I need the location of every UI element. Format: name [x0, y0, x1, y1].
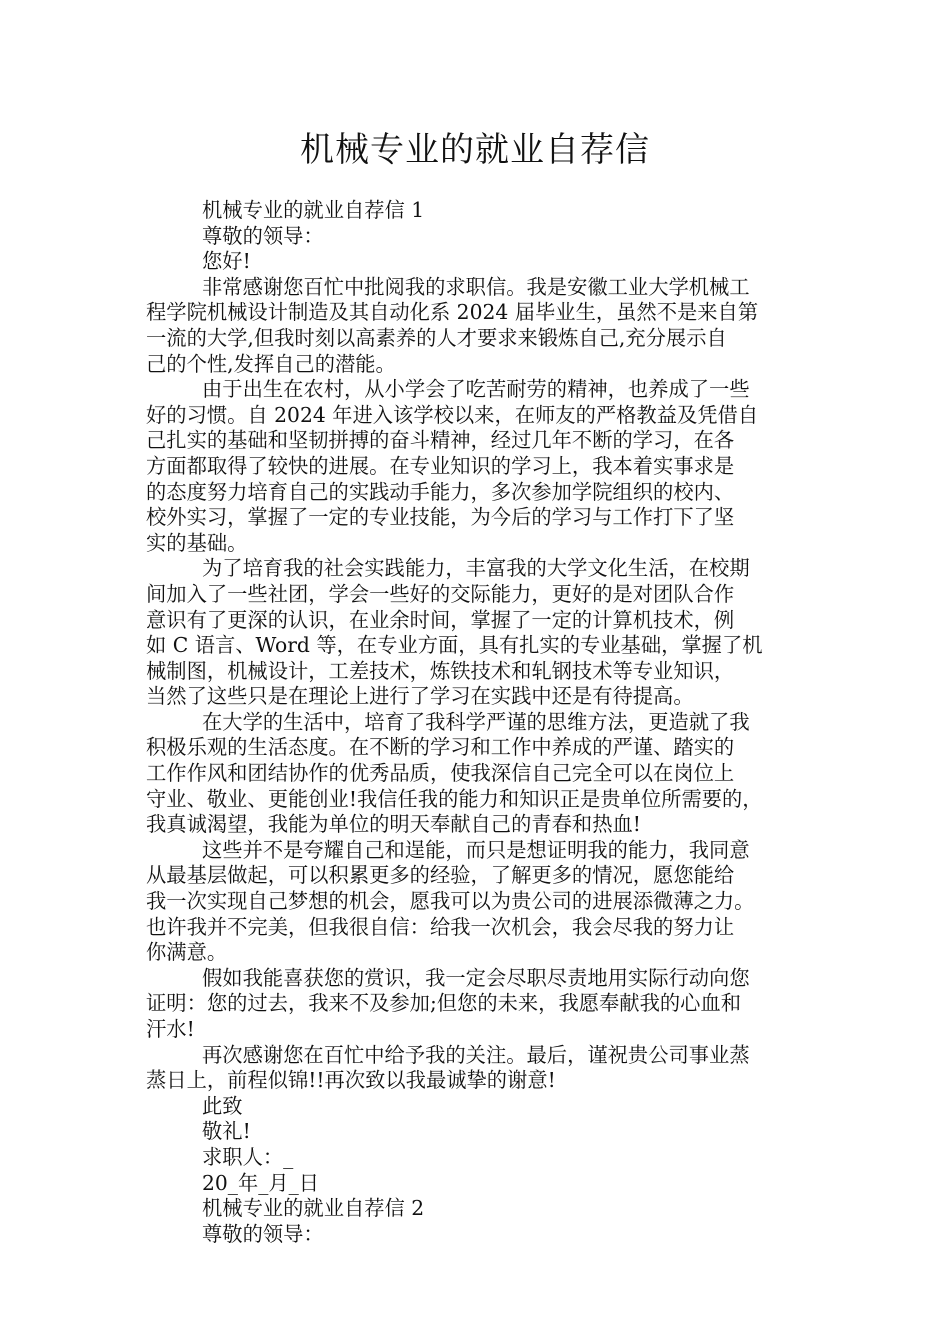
- text-line: 在大学的生活中，培育了我科学严谨的思维方法，更造就了我: [202, 709, 750, 734]
- text-line: 由于出生在农村，从小学会了吃苦耐劳的精神，也养成了一些: [202, 377, 750, 402]
- text-line: 方面都取得了较快的进展。在专业知识的学习上，我本着实事求是: [146, 453, 735, 478]
- text-line: 求职人：_: [202, 1144, 294, 1169]
- text-line: 间加入了一些社团，学会一些好的交际能力，更好的是对团队合作: [146, 581, 735, 606]
- text-line: 如 C 语言、Word 等，在专业方面，具有扎实的专业基础，掌握了机: [146, 633, 763, 658]
- text-line: 你满意。: [146, 940, 228, 965]
- text-line: 工作作风和团结协作的优秀品质，使我深信自己完全可以在岗位上: [146, 761, 735, 786]
- text-line: 守业、敬业、更能创业!我信任我的能力和知识正是贵单位所需要的，: [146, 786, 763, 811]
- text-line: 校外实习，掌握了一定的专业技能，为今后的学习与工作打下了坚: [146, 505, 735, 530]
- text-line: 实的基础。: [146, 530, 248, 555]
- text-line: 械制图，机械设计，工差技术，炼铁技术和轧钢技术等专业知识，: [146, 658, 735, 683]
- text-line: 为了培育我的社会实践能力，丰富我的大学文化生活，在校期: [202, 556, 750, 581]
- text-line: 意识有了更深的认识，在业余时间，掌握了一定的计算机技术，例: [146, 607, 735, 632]
- text-line: 程学院机械设计制造及其自动化系 2024 届毕业生，虽然不是来自第: [146, 300, 759, 325]
- text-line: 20_年_月_日: [202, 1170, 320, 1195]
- document-title: 机械专业的就业自荐信: [300, 130, 650, 170]
- text-line: 这些并不是夸耀自己和逞能，而只是想证明我的能力，我同意: [202, 837, 750, 862]
- text-line: 蒸日上，前程似锦!!再次致以我最诚挚的谢意!: [146, 1068, 556, 1093]
- text-line: 己扎实的基础和坚韧拼搏的奋斗精神，经过几年不断的学习，在各: [146, 428, 735, 453]
- text-line: 己的个性,发挥自己的潜能。: [146, 351, 396, 376]
- text-line: 机械专业的就业自荐信 1: [202, 198, 425, 222]
- text-line: 证明：您的过去，我来不及参加;但您的未来，我愿奉献我的心血和: [146, 991, 741, 1016]
- text-line: 我一次实现自己梦想的机会，愿我可以为贵公司的进展添微薄之力。: [146, 889, 755, 914]
- text-line: 假如我能喜获您的赏识，我一定会尽职尽责地用实际行动向您: [202, 965, 750, 990]
- text-line: 汗水!: [146, 1017, 195, 1041]
- text-line: 敬礼!: [202, 1119, 251, 1144]
- text-line: 一流的大学,但我时刻以高素养的人才要求来锻炼自己,充分展示自: [146, 325, 727, 350]
- text-line: 机械专业的就业自荐信 2: [202, 1196, 425, 1221]
- text-line: 您好!: [202, 249, 251, 274]
- text-line: 也许我并不完美，但我很自信：给我一次机会，我会尽我的努力让: [146, 914, 735, 939]
- text-line: 从最基层做起，可以积累更多的经验，了解更多的情况，愿您能给: [146, 863, 735, 888]
- text-line: 尊敬的领导：: [202, 223, 324, 248]
- text-line: 再次感谢您在百忙中给予我的关注。最后，谨祝贵公司事业蒸: [202, 1042, 750, 1067]
- text-line: 当然了这些只是在理论上进行了学习在实践中还是有待提高。: [146, 684, 694, 709]
- text-line: 好的习惯。自 2024 年进入该学校以来，在师友的严格教益及凭借自: [146, 402, 759, 427]
- text-line: 非常感谢您百忙中批阅我的求职信。我是安徽工业大学机械工: [202, 274, 750, 299]
- text-line: 积极乐观的生活态度。在不断的学习和工作中养成的严谨、踏实的: [146, 735, 735, 760]
- text-line: 尊敬的领导：: [202, 1221, 324, 1246]
- text-line: 我真诚渴望，我能为单位的明天奉献自己的青春和热血!: [146, 812, 641, 837]
- text-line: 此致: [202, 1093, 243, 1118]
- text-line: 的态度努力培育自己的实践动手能力，多次参加学院组织的校内、: [146, 479, 735, 504]
- document-body: [146, 198, 810, 1247]
